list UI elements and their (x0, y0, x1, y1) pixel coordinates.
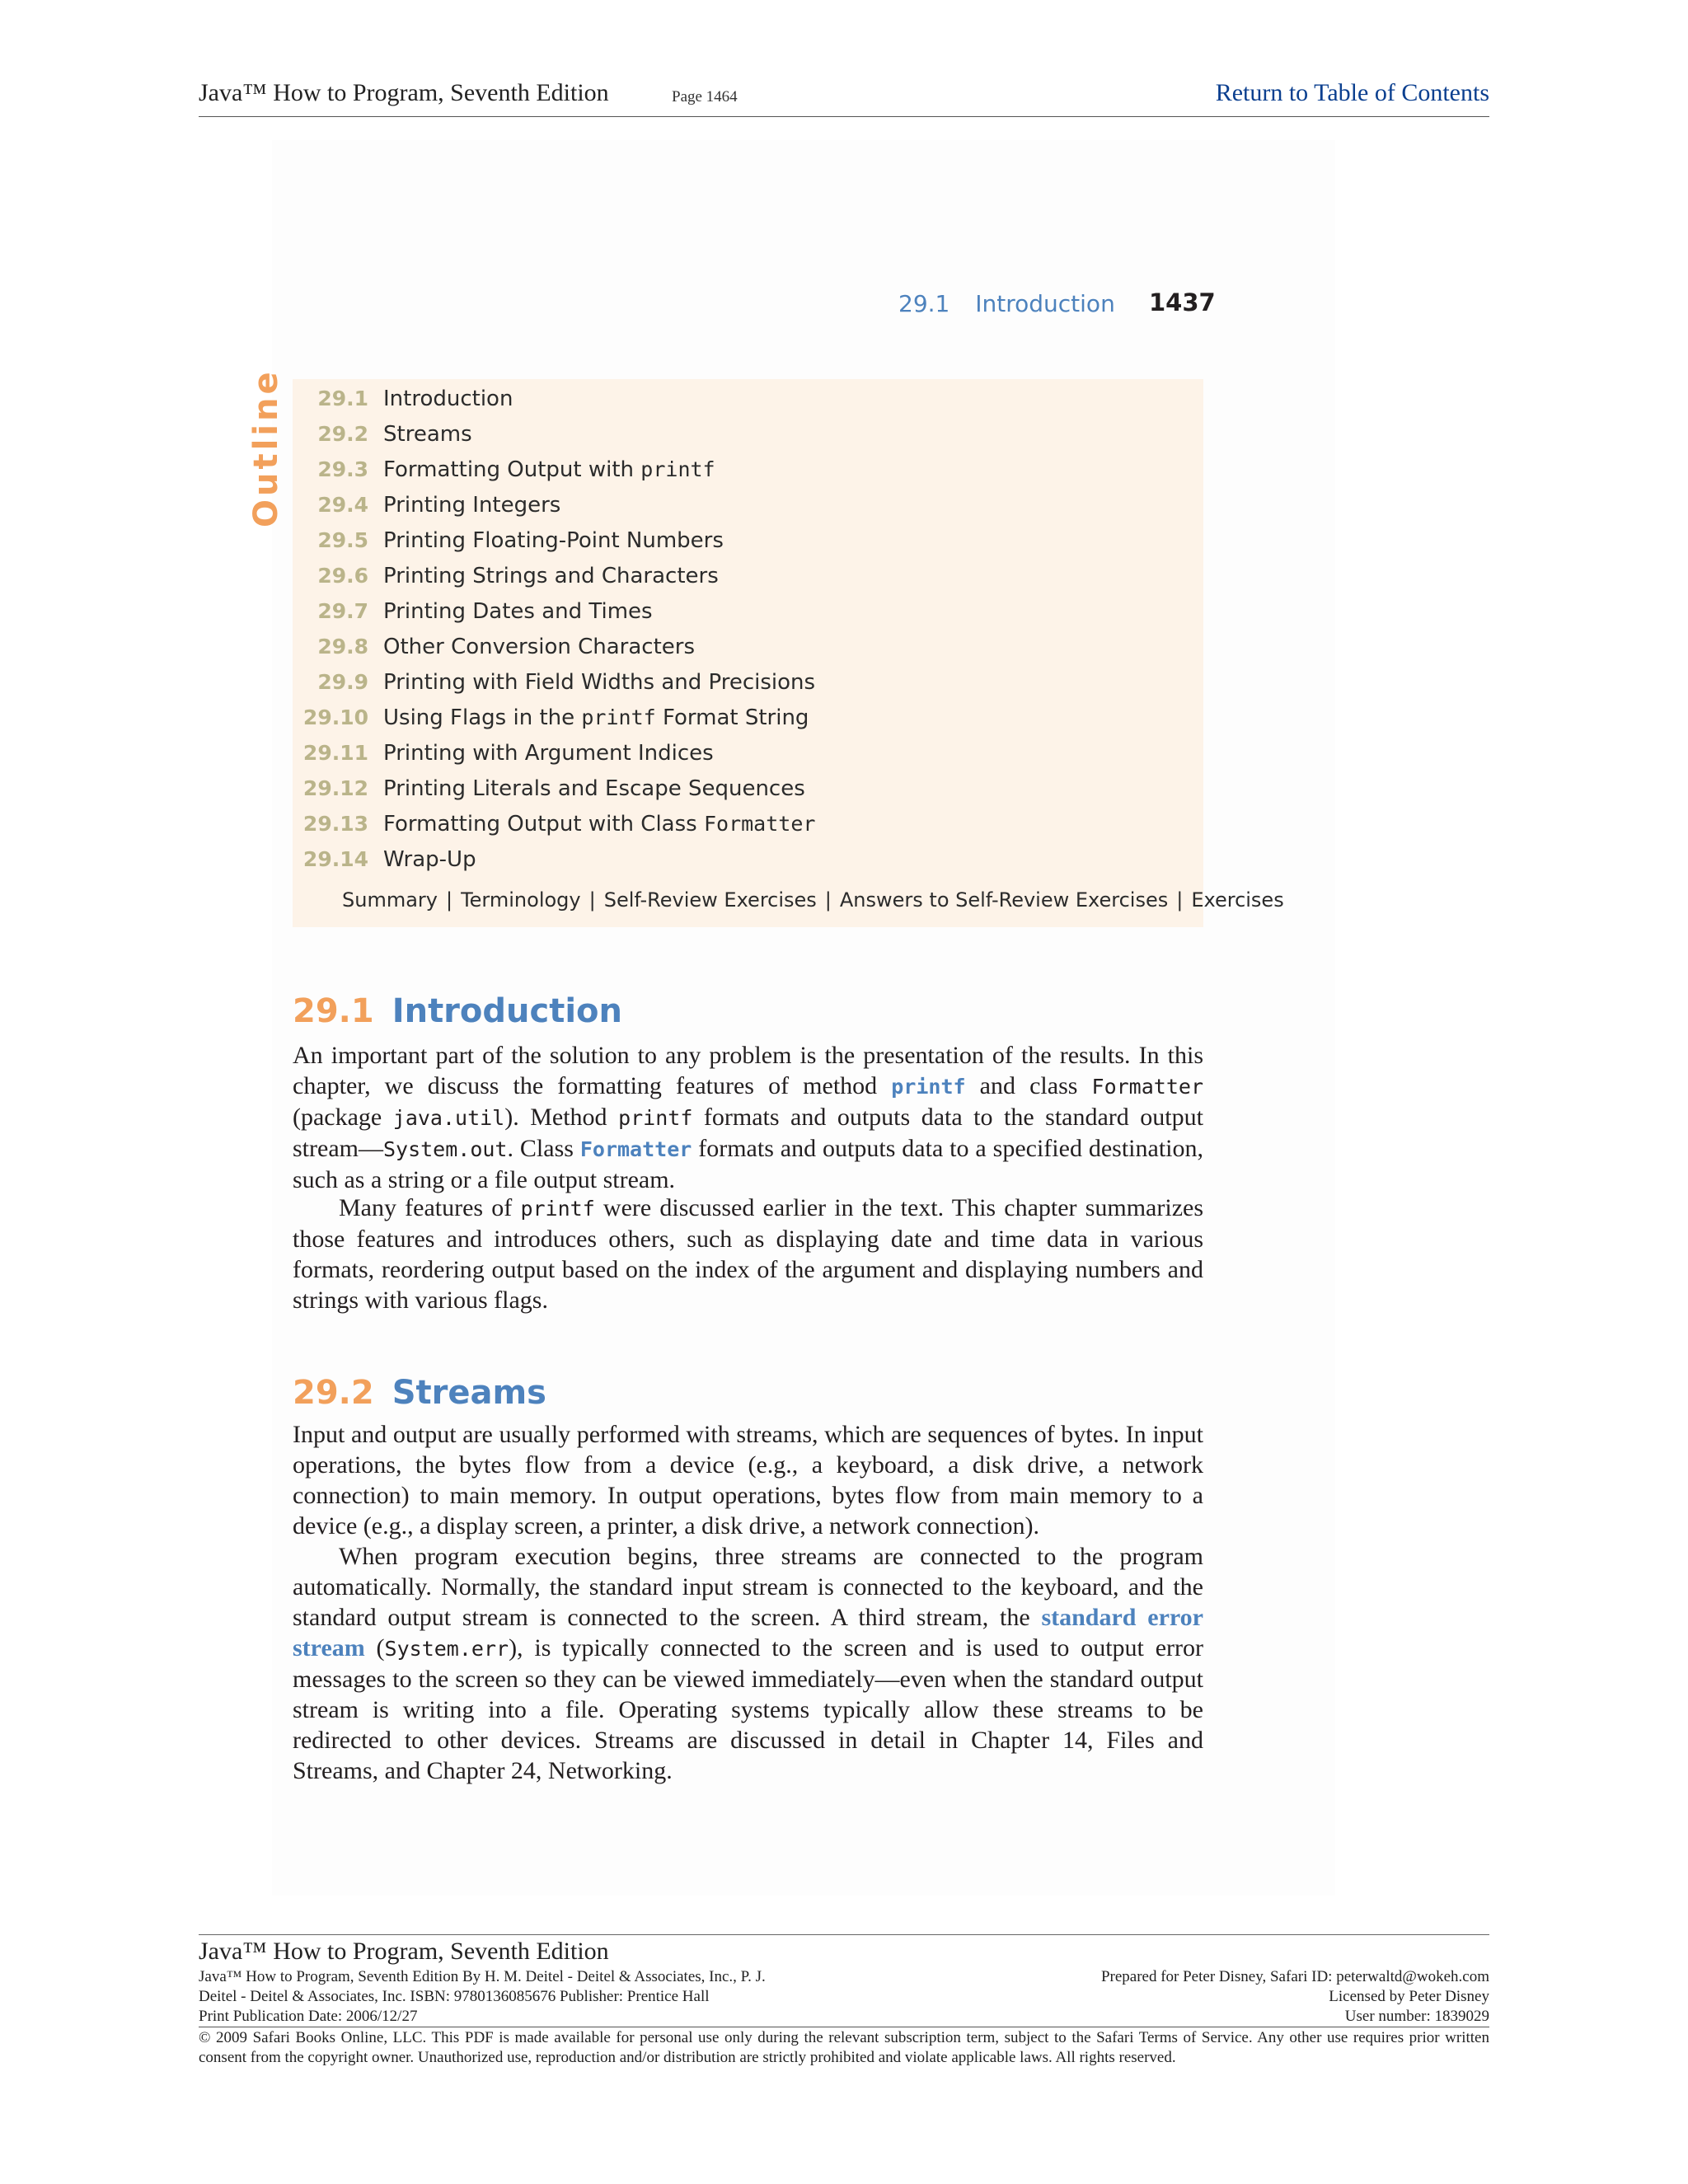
outline-item[interactable] (293, 487, 1117, 523)
outline-item-text: Printing Integers (383, 492, 561, 518)
outline-item[interactable] (293, 700, 1117, 735)
outline-item-number: 29.6 (317, 564, 368, 588)
outline-item[interactable] (293, 523, 1117, 558)
outline-item-number: 29.4 (317, 493, 368, 517)
outline-item-number: 29.14 (302, 847, 368, 871)
outline-list (293, 381, 1117, 877)
section-number: 29.2 (293, 1374, 374, 1412)
outline-item-text: Printing with Field Widths and Precisions (383, 669, 816, 695)
key-term: standard error stream (293, 1604, 1203, 1661)
outline-item-text: Printing with Argument Indices (383, 740, 714, 766)
body-paragraph: Input and output are usually performed with streams, which are sequences of bytes. In input operations, the bytes flow from a device (e.g., a keyboard, a disk drive, a network connection) to main memory. In output operations, bytes flow from main memory to a device (e.g., a display screen, a printer, a disk drive, a network connection). (293, 1421, 1203, 1540)
code-term: System.err (384, 1637, 509, 1661)
code-term: printf (891, 1075, 966, 1099)
outline-item-number: 29.8 (317, 635, 368, 658)
outline-links (342, 888, 1284, 912)
outline-item-number: 29.2 (317, 422, 368, 446)
outline-item[interactable] (293, 452, 1117, 487)
outline-item-text: Wrap-Up (383, 846, 476, 872)
header-divider (199, 116, 1489, 117)
outline-item[interactable] (293, 841, 1117, 877)
footer-book-info: Java™ How to Program, Seventh Edition By H. M. Deitel - Deitel & Associates, Inc., P. J. (199, 1968, 766, 1985)
section-heading-introduction (293, 992, 622, 1030)
section-title: Introduction (392, 992, 622, 1030)
outline-item[interactable] (293, 771, 1117, 806)
outline-item-number: 29.7 (317, 599, 368, 623)
outline-item-number: 29.11 (302, 741, 368, 765)
outline-item-text: Formatting Output with printf (383, 457, 715, 482)
code-term: Formatter (579, 1137, 692, 1161)
footer-user-number: User number: 1839029 (1344, 2008, 1489, 2025)
link-separator: | (445, 888, 453, 912)
footer-licensed-by: Licensed by Peter Disney (1329, 1988, 1489, 2005)
code-term: printf (640, 457, 715, 481)
running-head (898, 290, 1115, 317)
section-heading-streams (293, 1374, 546, 1412)
section-number: 29.1 (293, 992, 374, 1030)
outline-item-text: Streams (383, 421, 472, 447)
footer-book-info: Deitel - Deitel & Associates, Inc. ISBN: 9780136085676 Publisher: Prentice Hall (199, 1988, 710, 2005)
link-separator: | (588, 888, 596, 912)
footer-prepared-for: Prepared for Peter Disney, Safari ID: peterwaltd@wokeh.com (1100, 1968, 1489, 1985)
running-head-number: 29.1 (898, 290, 950, 317)
code-term: System.out (382, 1137, 508, 1161)
document-title: Java™ How to Program, Seventh Edition (199, 79, 609, 106)
running-head-title: Introduction (975, 290, 1115, 317)
link-separator: | (1176, 888, 1184, 912)
outline-link-self-review[interactable]: Self-Review Exercises (603, 888, 817, 912)
outline-item-text: Printing Strings and Characters (383, 563, 719, 588)
outline-item[interactable] (293, 629, 1117, 664)
section-title: Streams (392, 1374, 546, 1412)
outline-item-text: Printing Floating-Point Numbers (383, 527, 724, 553)
outline-item-text: Printing Literals and Escape Sequences (383, 776, 805, 801)
footer-divider (199, 1934, 1489, 1935)
outline-item-number: 29.12 (302, 776, 368, 800)
body-paragraph: Many features of printf were discussed earlier in the text. This chapter summarizes those features and introduces others, such as displaying date and time data in various formats, reordering output based on the index of the argument and displaying numbers and strings with various flags. (293, 1194, 1203, 1314)
outline-item-text: Other Conversion Characters (383, 634, 696, 659)
outline-link-summary[interactable]: Summary (342, 888, 438, 912)
outline-link-terminology[interactable]: Terminology (461, 888, 581, 912)
outline-item[interactable] (293, 735, 1117, 771)
outline-item-text: Introduction (383, 386, 513, 411)
outline-label: Outline (247, 368, 285, 527)
outline-item[interactable] (293, 593, 1117, 629)
code-term: printf (581, 705, 656, 729)
outline-item[interactable] (293, 664, 1117, 700)
outline-item-number: 29.9 (317, 670, 368, 694)
footer-title: Java™ How to Program, Seventh Edition (199, 1938, 609, 1965)
body-paragraph: An important part of the solution to any problem is the presentation of the results. In this chapter, we discuss the formatting features of method printf and class Formatter (package java.util). Method printf formats and outputs data to the standard output stream—System.out. Class Formatter formats and outputs data to a specified destination, such as a string or a file output stream. (293, 1042, 1204, 1193)
outline-item-number: 29.5 (317, 528, 368, 552)
outline-item-number: 29.1 (317, 387, 368, 410)
body-paragraph: When program execution begins, three streams are connected to the program automatically. Normally, the standard input stream is connected to the keyboard, and the standard output stream is connected to the screen. A third stream, the standard error stream (System.err), is typically connected to the screen and is used to output error messages to the screen so they can be viewed immediately—even when the standard output stream is writing into a file. Operating systems typically allow these streams to be redirected to other devices. Streams are discussed in detail in Chapter 14, Files and Streams, and Chapter 24, Networking. (293, 1543, 1203, 1784)
outline-item-number: 29.3 (317, 457, 368, 481)
code-term: printf (520, 1197, 595, 1221)
code-term: printf (618, 1106, 693, 1130)
code-term: Formatter (1091, 1075, 1203, 1099)
page-number: 1437 (1149, 288, 1216, 316)
outline-item-text: Formatting Output with Class Formatter (383, 811, 816, 837)
outline-item-text: Printing Dates and Times (383, 598, 653, 624)
outline-item[interactable] (293, 416, 1117, 452)
outline-item[interactable] (293, 381, 1117, 416)
outline-item-number: 29.13 (302, 812, 368, 836)
outline-item[interactable] (293, 806, 1117, 841)
outline-item-text: Using Flags in the printf Format String (383, 705, 809, 730)
footer-copyright: © 2009 Safari Books Online, LLC. This PDF is made available for personal use only during the relevant subscription term, subject to the Safari Terms of Service. Any other use requires prior written consent from the copyright owner. Unauthorized use, reproduction and/or distribution are strictly prohibited and violate applicable laws. All rights reserved. (199, 2029, 1489, 2066)
code-term: java.util (392, 1106, 505, 1130)
code-term: Formatter (703, 811, 816, 836)
return-to-toc-link[interactable]: Return to Table of Contents (1215, 79, 1489, 106)
link-separator: | (824, 888, 832, 912)
outline-link-exercises[interactable]: Exercises (1191, 888, 1284, 912)
outline-link-answers[interactable]: Answers to Self-Review Exercises (839, 888, 1169, 912)
footer-publication-date: Print Publication Date: 2006/12/27 (199, 2008, 418, 2025)
outline-item[interactable] (293, 558, 1117, 593)
page-label: Page 1464 (672, 88, 738, 105)
outline-item-number: 29.10 (302, 705, 368, 729)
